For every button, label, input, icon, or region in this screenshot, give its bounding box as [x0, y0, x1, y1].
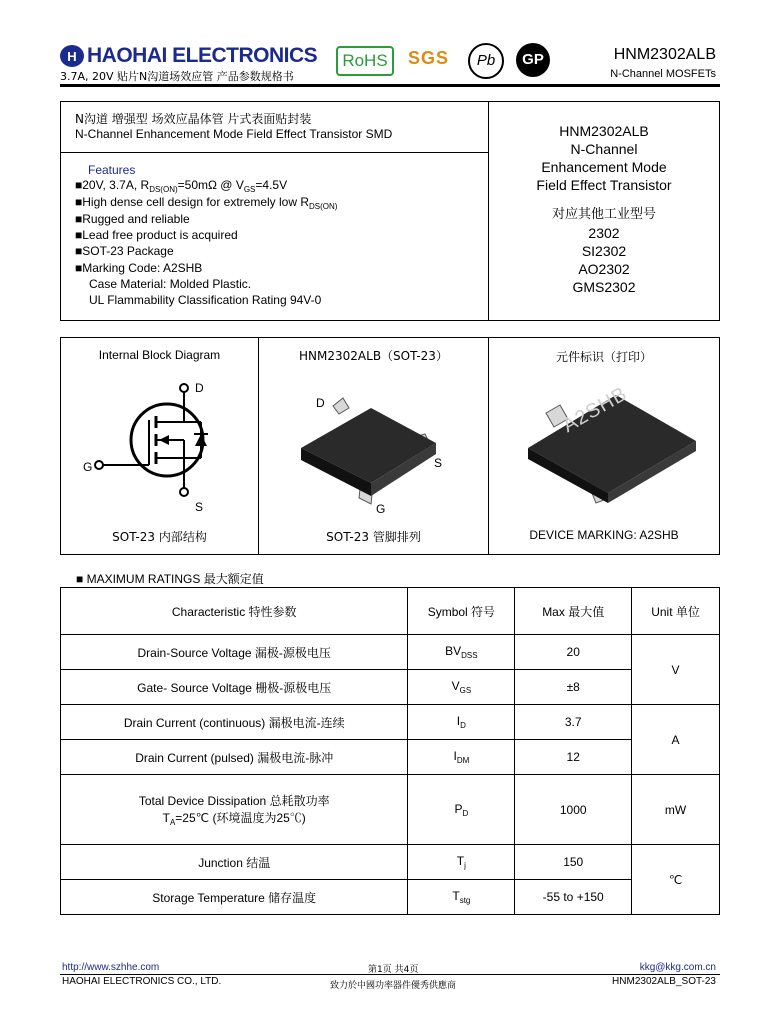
- part-summary: [489, 122, 719, 296]
- symbol: $T_j$: [408, 845, 515, 880]
- logo-mark-icon: H: [60, 45, 84, 67]
- table-row: [61, 635, 720, 670]
- symbol: $I_{DM}$: [408, 740, 515, 775]
- company-logo: [60, 44, 317, 68]
- characteristic: Drain Current (continuous) 漏极电流-连续: [61, 705, 408, 740]
- page-number: 第1页 共4页: [368, 965, 419, 975]
- header-rule: [60, 84, 720, 87]
- pb-free-badge: Pb: [468, 43, 504, 79]
- rohs-badge: RoHS: [336, 46, 394, 76]
- website-link[interactable]: http://www.szhhe.com: [62, 962, 160, 973]
- mosfet-symbol-icon: [79, 376, 239, 516]
- doc-id: HNM2302ALB_SOT-23: [612, 976, 716, 987]
- description-box: [60, 101, 720, 321]
- equivalent-part: 2302: [588, 225, 620, 241]
- unit: ℃: [632, 845, 720, 915]
- table-row: [61, 775, 720, 845]
- company-name: HAOHAI ELECTRONICS CO., LTD.: [62, 976, 222, 987]
- marking-caption: DEVICE MARKING: A2SHB: [529, 528, 679, 542]
- divider: [258, 338, 259, 554]
- part-number: HNM2302ALB: [613, 46, 716, 63]
- features-title: Features: [88, 163, 136, 177]
- characteristic: Gate- Source Voltage 栅极-源极电压: [61, 670, 408, 705]
- marking-title: 元件标识（打印）: [555, 350, 652, 364]
- equivalent-part: AO2302: [578, 261, 630, 277]
- table-row: [61, 705, 720, 740]
- summary-line: N-Channel: [570, 141, 638, 157]
- feature-item: ■High dense cell design for extremely low $R_{DS(ON)}$: [75, 195, 338, 211]
- pkg-pin-g: G: [376, 502, 386, 516]
- col-header: Symbol 符号: [408, 588, 515, 635]
- block-diagram-caption: SOT-23 内部结构: [112, 530, 207, 544]
- col-header: Unit 单位: [632, 588, 720, 635]
- marking-code: A2SHB: [559, 382, 632, 438]
- unit: A: [632, 705, 720, 775]
- package-title: HNM2302ALB（SOT-23）: [299, 349, 448, 363]
- max-value: 20: [515, 635, 632, 670]
- col-header: Max 最大值: [515, 588, 632, 635]
- table-row: [61, 740, 720, 775]
- slogan: 致力於中國功率器件優秀供應商: [330, 981, 457, 991]
- feature-item: ■Lead free product is acquired: [75, 228, 238, 242]
- unit: mW: [632, 775, 720, 845]
- symbol: $I_D$: [408, 705, 515, 740]
- summary-line: Enhancement Mode: [541, 159, 667, 175]
- feature-item: ■Rugged and reliable: [75, 212, 190, 226]
- summary-line: HNM2302ALB: [559, 123, 649, 139]
- email-link[interactable]: kkg@kkg.com.cn: [639, 962, 716, 973]
- pin-label-s: S: [195, 500, 204, 514]
- part-type: N-Channel MOSFETs: [610, 68, 716, 80]
- feature-item: ■20V, 3.7A, $R_{DS(ON)}=50m\Omega$ @ $V_{GS}=4.5V$: [75, 178, 288, 194]
- summary-line: Field Effect Transistor: [536, 177, 672, 193]
- divider: [488, 338, 489, 554]
- feature-item: ■SOT-23 Package: [75, 244, 174, 258]
- characteristic: Total Device Dissipation 总耗散功率 $T_A=25℃$ (环境温度为25℃): [61, 775, 408, 845]
- ratings-title: ■ MAXIMUM RATINGS 最大额定值: [76, 572, 264, 586]
- symbol: $V_{GS}$: [408, 670, 515, 705]
- max-value: 1000: [515, 775, 632, 845]
- symbol: $T_{stg}$: [408, 880, 515, 915]
- equivalents-title: 对应其他工业型号: [551, 207, 656, 222]
- pin-label-g: G: [83, 460, 93, 474]
- table-row: [61, 880, 720, 915]
- characteristic: Drain Current (pulsed) 漏极电流-脉冲: [61, 740, 408, 775]
- characteristic: Storage Temperature 储存温度: [61, 880, 408, 915]
- max-value: 12: [515, 740, 632, 775]
- characteristic: Junction 结温: [61, 845, 408, 880]
- symbol: $BV_{DSS}$: [408, 635, 515, 670]
- title-cn: N沟道 增强型 场效应晶体管 片式表面贴封装: [75, 112, 312, 126]
- title-en: N-Channel Enhancement Mode Field Effect Transistor SMD: [75, 127, 393, 141]
- unit: V: [632, 635, 720, 705]
- pkg-pin-s: S: [434, 456, 443, 470]
- doc-subtitle: 3.7A, 20V 贴片N沟道场效应管 产品参数规格书: [60, 70, 294, 83]
- feature-item: UL Flammability Classification Rating 94V-0: [89, 293, 322, 307]
- sgs-badge: SGS: [408, 48, 450, 68]
- logo-text: HAOHAI ELECTRONICS: [87, 44, 318, 67]
- block-diagram-title: Internal Block Diagram: [98, 348, 221, 362]
- pin-label-d: D: [195, 381, 204, 395]
- table-header-row: [61, 588, 720, 635]
- characteristic: Drain-Source Voltage 漏极-源极电压: [61, 635, 408, 670]
- package-caption: SOT-23 管脚排列: [326, 530, 421, 544]
- feature-item: Case Material: Molded Plastic.: [89, 277, 252, 291]
- max-value: -55 to +150: [515, 880, 632, 915]
- max-value: 150: [515, 845, 632, 880]
- symbol: $P_D$: [408, 775, 515, 845]
- equivalent-part: SI2302: [581, 243, 627, 259]
- col-header: Characteristic 特性参数: [61, 588, 408, 635]
- table-row: [61, 845, 720, 880]
- divider: [61, 152, 488, 153]
- gp-badge: GP: [516, 43, 550, 77]
- table-row: [61, 670, 720, 705]
- diagram-box: [60, 337, 720, 555]
- equivalent-part: GMS2302: [572, 279, 636, 295]
- max-value: ±8: [515, 670, 632, 705]
- pkg-pin-d: D: [316, 396, 325, 410]
- ratings-table: [60, 587, 720, 915]
- feature-item: ■Marking Code: A2SHB: [75, 261, 203, 275]
- max-value: 3.7: [515, 705, 632, 740]
